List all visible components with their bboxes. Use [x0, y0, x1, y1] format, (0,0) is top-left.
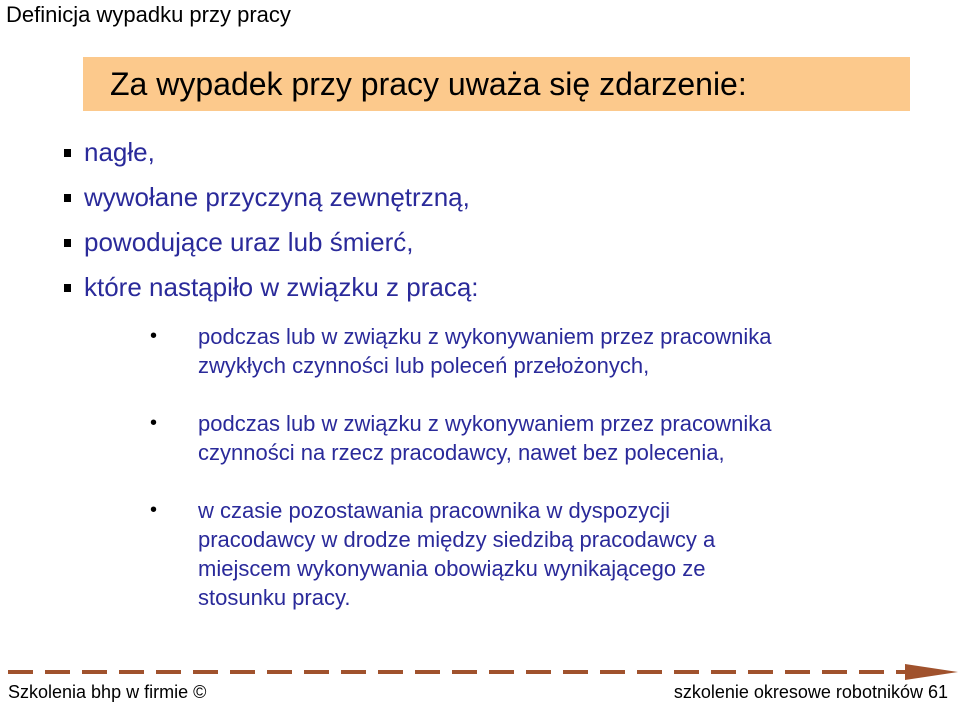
condition-item — [64, 265, 479, 310]
square-bullet-icon — [64, 194, 71, 202]
banner-title: Za wypadek przy pracy uważa się zdarzenie: — [110, 66, 747, 102]
square-bullet-icon — [64, 284, 71, 292]
dot-bullet-icon: • — [150, 325, 158, 347]
circumstance-list — [150, 322, 910, 641]
square-bullet-icon — [64, 239, 71, 247]
footer-copyright: Szkolenia bhp w firmie © — [8, 682, 207, 702]
slide-header-title: Definicja wypadku przy pracy — [6, 2, 291, 27]
condition-item — [64, 220, 479, 265]
square-bullet-icon — [64, 149, 71, 157]
condition-text: nagłe, — [84, 137, 155, 167]
condition-text: powodujące uraz lub śmierć, — [84, 227, 414, 257]
dot-bullet-icon: • — [150, 499, 158, 521]
circumstance-item — [150, 409, 910, 467]
condition-text: wywołane przyczyną zewnętrzną, — [84, 182, 470, 212]
circumstance-item — [150, 322, 910, 380]
circumstance-text: w czasie pozostawania pracownika w dyspozycji pracodawcy w drodze między siedzibą pracodawcy a miejscem wykonywania obowiązku wynikającego ze stosunku pracy. — [198, 498, 716, 610]
arrow-right-icon — [905, 664, 958, 680]
condition-item — [64, 130, 479, 175]
circumstance-text: podczas lub w związku z wykonywaniem przez pracownika czynności na rzecz pracodawcy, nawet bez polecenia, — [198, 411, 772, 465]
title-banner — [83, 57, 910, 111]
circumstance-item — [150, 496, 910, 612]
circumstance-text: podczas lub w związku z wykonywaniem przez pracownika zwykłych czynności lub poleceń przełożonych, — [198, 324, 772, 378]
condition-item — [64, 175, 479, 220]
footer-page-info: szkolenie okresowe robotników 61 — [673, 682, 948, 702]
dot-bullet-icon: • — [150, 412, 158, 434]
condition-list — [64, 130, 479, 310]
condition-text: które nastąpiło w związku z pracą: — [84, 272, 479, 302]
